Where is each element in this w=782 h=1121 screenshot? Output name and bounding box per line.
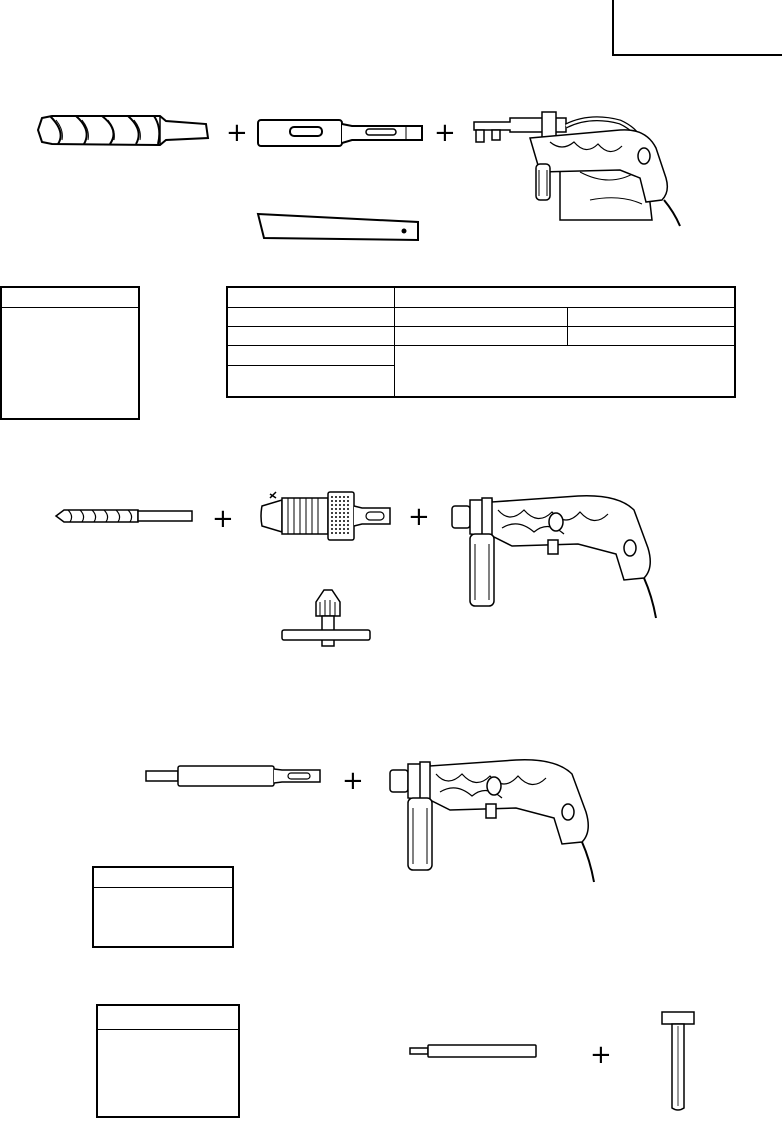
plus-sign: + [342,766,364,796]
reference-box-3-header [98,1006,238,1030]
spec-cell [568,307,736,326]
spec-cell [227,345,395,365]
hammer-drill-icon [386,752,602,886]
plus-sign: + [434,118,456,148]
reference-box-1 [0,286,140,420]
rod-adapter-icon [144,762,324,790]
reference-box-1-header [2,288,138,308]
hammer-drill-dust-collector-icon [470,108,688,232]
plus-sign: + [212,504,234,534]
spec-cell [395,326,568,345]
taper-shank-adapter-icon [256,118,426,148]
wedge-cotter-icon [256,210,422,244]
reference-box-2 [92,866,234,948]
spec-merged-cell [395,345,736,397]
spec-cell [227,307,395,326]
spec-cell [227,365,395,397]
spec-table [226,286,736,398]
plus-sign: + [590,1040,612,1070]
plus-sign: + [226,118,248,148]
corner-box [612,0,782,56]
spec-cell [568,326,736,345]
spec-cell [395,307,568,326]
short-rod-icon [408,1042,540,1060]
hammer-drill-icon [448,488,664,622]
reference-box-2-header [94,868,232,888]
spec-header-cell [227,287,395,307]
spec-cell [227,326,395,345]
tapered-drill-bit-icon [36,112,212,148]
spec-header-cell [395,287,736,307]
hand-hammer-icon [660,1010,696,1114]
reference-box-3 [96,1004,240,1118]
twist-drill-bit-icon [54,506,196,526]
drill-chuck-adapter-icon [258,488,394,544]
chuck-key-icon [278,588,374,652]
plus-sign: + [408,502,430,532]
